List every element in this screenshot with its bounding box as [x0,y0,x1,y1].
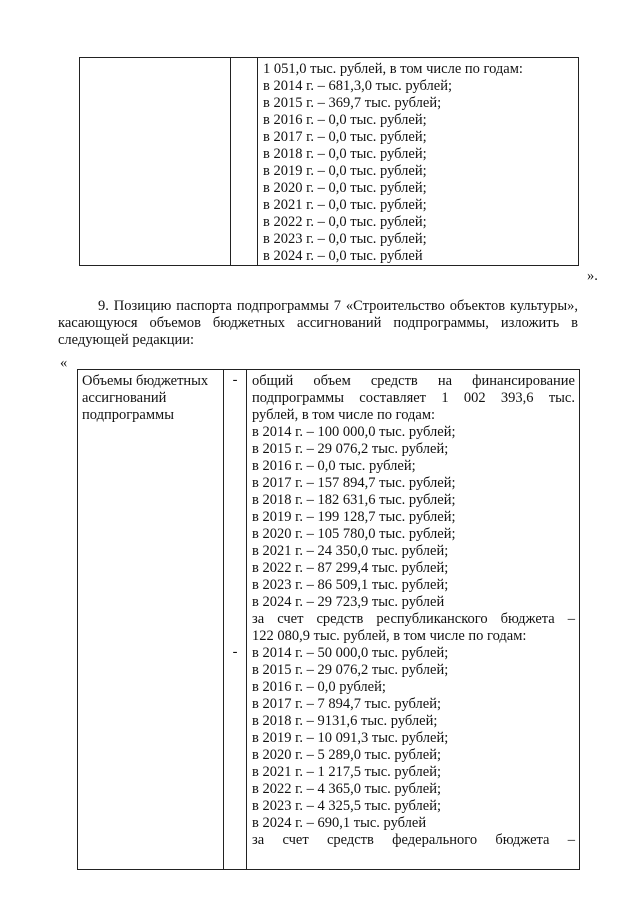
text-line: в 2020 г. – 5 289,0 тыс. рублей; [252,747,442,763]
republican-budget-block [252,611,575,832]
label-cell [78,370,224,870]
text-line: в 2020 г. – 105 780,0 тыс. рублей; [252,526,456,542]
table-row [80,58,579,266]
text-line: в 2021 г. – 0,0 тыс. рублей; [263,197,427,213]
text-line: в 2014 г. – 50 000,0 тыс. рублей; [252,645,449,661]
text-line: 122 080,9 тыс. рублей, в том числе по годам: [252,628,527,644]
text-line: за счет средств республиканского бюджета – [252,611,575,627]
paragraph-line: касающуюся объемов бюджетных ассигнований подпрограммы, изложить в [58,315,578,331]
row-label [82,373,223,424]
paragraph-line: 9. Позицию паспорта подпрограммы 7 «Строительство объектов культуры», [98,298,578,314]
text-line: в 2019 г. – 199 128,7 тыс. рублей; [252,509,456,525]
text-line: в 2022 г. – 0,0 тыс. рублей; [263,214,427,230]
text-line: Объемы бюджетных [82,373,209,389]
text-line: в 2022 г. – 87 299,4 тыс. рублей; [252,560,449,576]
text-line: в 2014 г. – 100 000,0 тыс. рублей; [252,424,456,440]
total-funding-block [252,373,575,611]
text-line: в 2022 г. – 4 365,0 тыс. рублей; [252,781,442,797]
dash-marker: - [232,644,238,660]
text-line: в 2015 г. – 29 076,2 тыс. рублей; [252,441,449,457]
amounts-cell [258,58,579,266]
text-line: в 2017 г. – 7 894,7 тыс. рублей; [252,696,442,712]
instruction-paragraph [58,298,578,349]
text-line: в 2019 г. – 0,0 тыс. рублей; [263,163,427,179]
empty-label-cell [80,58,231,266]
closing-quote: ». [587,268,598,284]
text-line: в 2021 г. – 24 350,0 тыс. рублей; [252,543,449,559]
text-line: в 2023 г. – 0,0 тыс. рублей; [263,231,427,247]
text-line: в 2014 г. – 681,3,0 тыс. рублей; [263,78,453,94]
text-line: рублей, в том числе по годам: [252,407,436,423]
text-line: подпрограммы составляет 1 002 393,6 тыс. [252,390,575,406]
text-line: в 2018 г. – 0,0 тыс. рублей; [263,146,427,162]
dash-marker: - [232,372,238,388]
empty-dash-cell [231,58,258,266]
text-line: в 2015 г. – 369,7 тыс. рублей; [263,95,442,111]
amount-lines [263,61,578,265]
text-line: подпрограммы [82,407,174,423]
text-line: в 2018 г. – 182 631,6 тыс. рублей; [252,492,456,508]
paragraph-line: следующей редакции: [58,332,195,348]
text-line: в 2017 г. – 0,0 тыс. рублей; [263,129,427,145]
text-line: в 2016 г. – 0,0 тыс. рублей; [263,112,427,128]
text-line: за счет средств федерального бюджета – [252,832,575,848]
budget-table-continued [79,57,579,266]
amounts-cell [247,370,580,870]
text-line: в 2016 г. – 0,0 рублей; [252,679,386,695]
text-line: 1 051,0 тыс. рублей, в том числе по годам: [263,61,523,77]
text-line: общий объем средств на финансирование [252,373,575,389]
opening-quote: « [60,355,68,371]
text-line: в 2024 г. – 0,0 тыс. рублей [263,248,423,264]
text-line: в 2016 г. – 0,0 тыс. рублей; [252,458,416,474]
dash-cell [224,370,247,870]
text-line: в 2023 г. – 4 325,5 тыс. рублей; [252,798,442,814]
text-line: в 2023 г. – 86 509,1 тыс. рублей; [252,577,449,593]
budget-allocation-table [77,369,580,870]
table-row [78,370,580,870]
text-line: в 2015 г. – 29 076,2 тыс. рублей; [252,662,449,678]
text-line: в 2021 г. – 1 217,5 тыс. рублей; [252,764,442,780]
federal-budget-block [252,832,575,849]
text-line: ассигнований [82,390,167,406]
text-line: в 2020 г. – 0,0 тыс. рублей; [263,180,427,196]
text-line: в 2018 г. – 9131,6 тыс. рублей; [252,713,438,729]
text-line: в 2024 г. – 29 723,9 тыс. рублей [252,594,445,610]
text-line: в 2017 г. – 157 894,7 тыс. рублей; [252,475,456,491]
text-line: в 2019 г. – 10 091,3 тыс. рублей; [252,730,449,746]
text-line: в 2024 г. – 690,1 тыс. рублей [252,815,427,831]
